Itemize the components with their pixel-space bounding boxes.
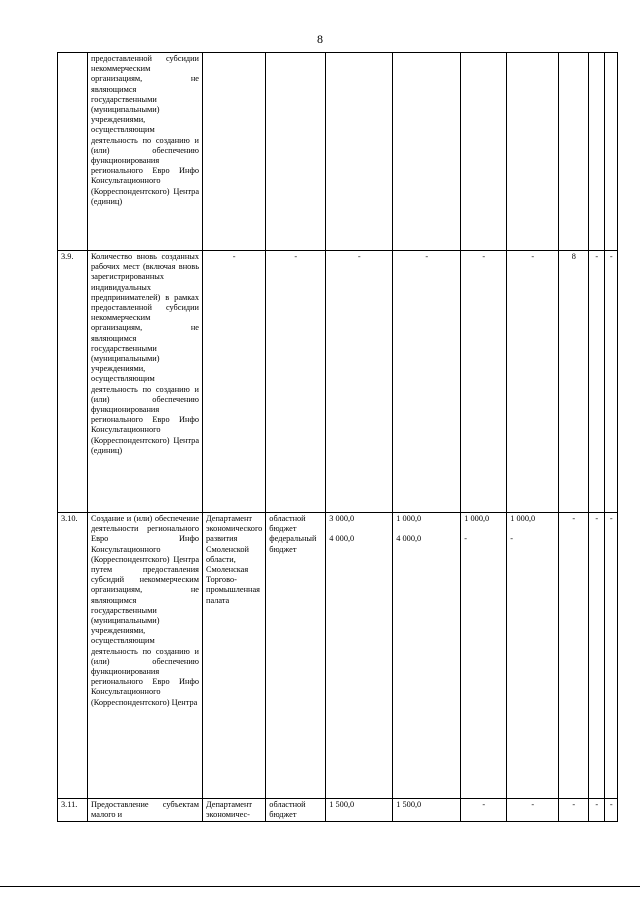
source-cell: областной бюджет [266,799,326,822]
year-cell: - [559,799,589,822]
row-number: 3.11. [58,799,88,822]
indicator-name: Количество вновь созданных рабочих мест (включая вновь зарегистрированных индивидуальных предпринимателей) в рамках предоставленной субсидии некоммерческим организациям, не являющимся государственными (муниципальными) учреждениями, осуществляющим деятельность по созданию и (или) обеспечению функционирования регионального Евро Инфо Консультационного (Корреспондентского) Центра (единиц) [88,251,203,513]
year-cell: - [507,799,559,822]
source-cell: - [266,251,326,513]
amount-line: 3 000,0 [329,514,355,523]
year-cell: 8 [559,251,589,513]
total-cell: - [326,251,393,513]
table-row [58,251,618,513]
row-number: 3.10. [58,513,88,799]
table-row [58,799,618,822]
year-cell [507,53,559,251]
year-cell: - [507,251,559,513]
program-table [57,52,618,822]
year-cell [461,513,507,799]
year-cell: - [605,251,618,513]
year-cell [605,53,618,251]
indicator-name: Предоставление субъектам малого и [88,799,203,822]
amount-line: 4 000,0 [396,534,422,544]
year-cell: - [589,251,605,513]
year-cell: - [461,799,507,822]
row-number [58,53,88,251]
year-cell [559,53,589,251]
total-cell [326,53,393,251]
indicator-name: Создание и (или) обеспечение деятельности регионального Евро Инфо Консультационного (Корреспондентского) Центра путем предоставления субсидий некоммерческим организациям, не являющимся государственными (муниципальными) учреждениями, осуществляющим деятельность по созданию и (или) обеспечению функционирования регионального Евро Инфо Консультационного (Корреспондентского) Центра [88,513,203,799]
source-line: федеральный бюджет [269,534,317,554]
bottom-rule [0,886,640,887]
source-line: областной бюджет [269,514,306,534]
page-number: 8 [317,32,323,46]
table-row [58,53,618,251]
total-cell: 1 500,0 [326,799,393,822]
year-cell: - [559,513,589,799]
year-cell: - [605,799,618,822]
table-row [58,513,618,799]
year-cell: - [393,251,461,513]
year-cell [589,53,605,251]
year-cell: 1 500,0 [393,799,461,822]
year-cell [393,513,461,799]
year-cell [393,53,461,251]
amount-line: - [464,534,468,544]
executor-cell: Департамент экономического развития Смоленской области, Смоленская Торгово-промышленная палата [203,513,266,799]
executor-cell [203,53,266,251]
indicator-name: предоставленной субсидии некоммерческим организациям, не являющимся государственными (муниципальными) учреждениями, осуществляющим деятельность по созданию и (или) обеспечению функционирования регионального Евро Инфо Консультационного (Корреспондентского) Центра (единиц) [88,53,203,251]
amount-line: - [510,534,514,544]
year-cell: - [461,251,507,513]
executor-cell: - [203,251,266,513]
total-cell [326,513,393,799]
year-cell: - [589,799,605,822]
row-number: 3.9. [58,251,88,513]
amount-line: 4 000,0 [329,534,355,544]
amount-line: 1 000,0 [510,514,536,523]
year-cell [507,513,559,799]
year-cell: - [589,513,605,799]
year-cell: - [605,513,618,799]
amount-line: 1 000,0 [396,514,422,523]
source-cell [266,53,326,251]
executor-cell: Департамент экономичес- [203,799,266,822]
year-cell [461,53,507,251]
source-cell [266,513,326,799]
amount-line: 1 000,0 [464,514,490,523]
